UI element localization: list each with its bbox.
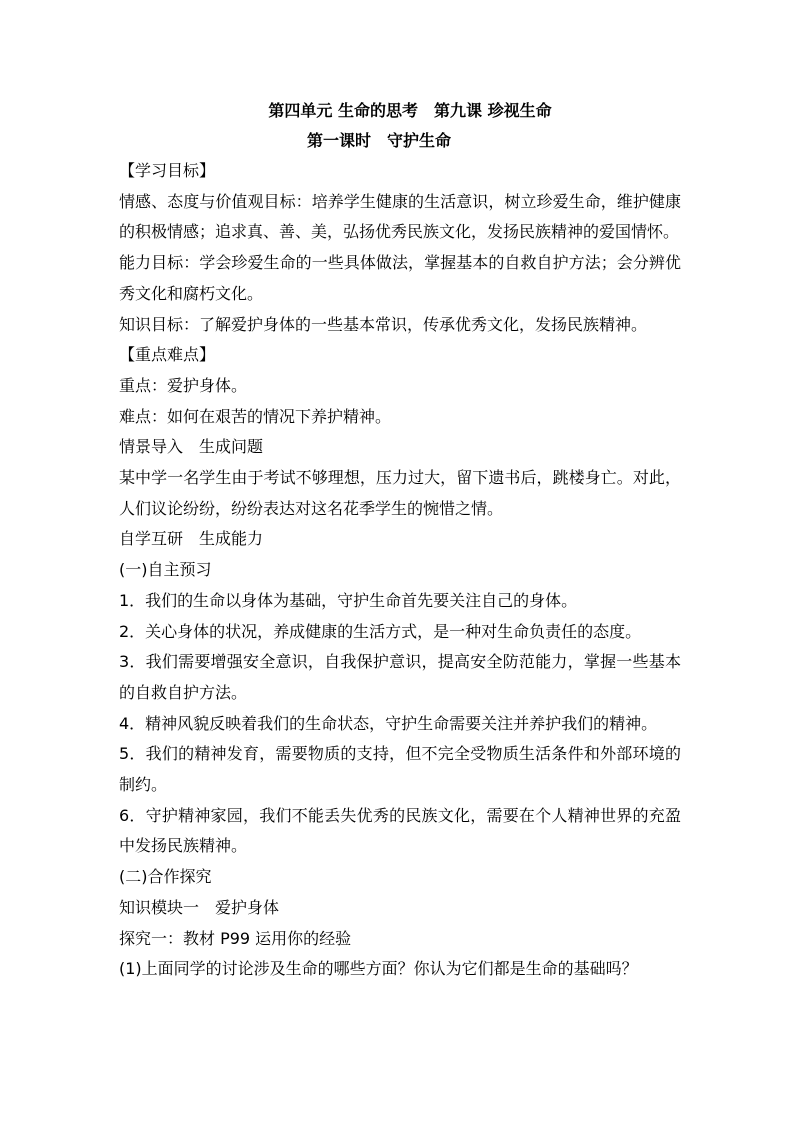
unit-title: 第四单元 生命的思考 第九课 珍视生命 xyxy=(268,101,552,120)
difficult-point: 难点：如何在艰苦的情况下养护精神。 xyxy=(119,406,392,426)
self-study-heading: 自学互研 生成能力 xyxy=(119,529,264,549)
explore-heading: 探究一：教材 P99 运用你的经验 xyxy=(119,928,352,948)
lesson-title: 第一课时 守护生命 xyxy=(306,131,451,150)
ability-objective: 能力目标：学会珍爱生命的一些具体做法，掌握基本的自救自护方法；会分辨优秀文化和腐朽文化。 xyxy=(119,253,681,303)
emotion-objective: 情感、态度与价值观目标：培养学生健康的生活意识，树立珍爱生命，维护健康的积极情感；追求真、善、美，弘扬优秀民族文化，发扬民族精神的爱国情怀。 xyxy=(119,191,681,242)
list-item: 6．守护精神家园，我们不能丢失优秀的民族文化，需要在个人精神世界的充盈中发扬民族精神。 xyxy=(119,805,681,856)
objectives-heading: 【学习目标】 xyxy=(119,161,216,180)
key-points-heading: 【重点难点】 xyxy=(119,345,216,365)
intro-text: 某中学一名学生由于考试不够理想，压力过大，留下遗书后，跳楼身亡。对此，人们议论纷纷，纷纷表达对这名花季学生的惋惜之情。 xyxy=(119,468,681,518)
knowledge-objective: 知识目标：了解爱护身体的一些基本常识，传承优秀文化，发扬民族精神。 xyxy=(119,314,648,334)
key-point: 重点：爱护身体。 xyxy=(119,375,248,395)
list-item: 1．我们的生命以身体为基础，守护生命首先要关注自己的身体。 xyxy=(119,590,578,610)
list-item: 5．我们的精神发育，需要物质的支持，但不完全受物质生活条件和外部环境的制约。 xyxy=(119,744,681,795)
document-body xyxy=(119,96,681,985)
intro-heading: 情景导入 生成问题 xyxy=(119,437,264,457)
list-item: 4．精神风貌反映着我们的生命状态，守护生命需要关注并养护我们的精神。 xyxy=(119,713,658,733)
preview-heading: (一)自主预习 xyxy=(119,560,212,580)
list-item: 3．我们需要增强安全意识，自我保护意识，提高安全防范能力，掌握一些基本的自救自护方法。 xyxy=(119,652,681,702)
explore-question: (1)上面同学的讨论涉及生命的哪些方面？你认为它们都是生命的基础吗？ xyxy=(119,959,638,979)
list-item: 2．关心身体的状况，养成健康的生活方式，是一种对生命负责任的态度。 xyxy=(119,621,642,641)
cooperation-heading: (二)合作探究 xyxy=(119,867,212,887)
module-heading: 知识模块一 爱护身体 xyxy=(119,897,280,917)
